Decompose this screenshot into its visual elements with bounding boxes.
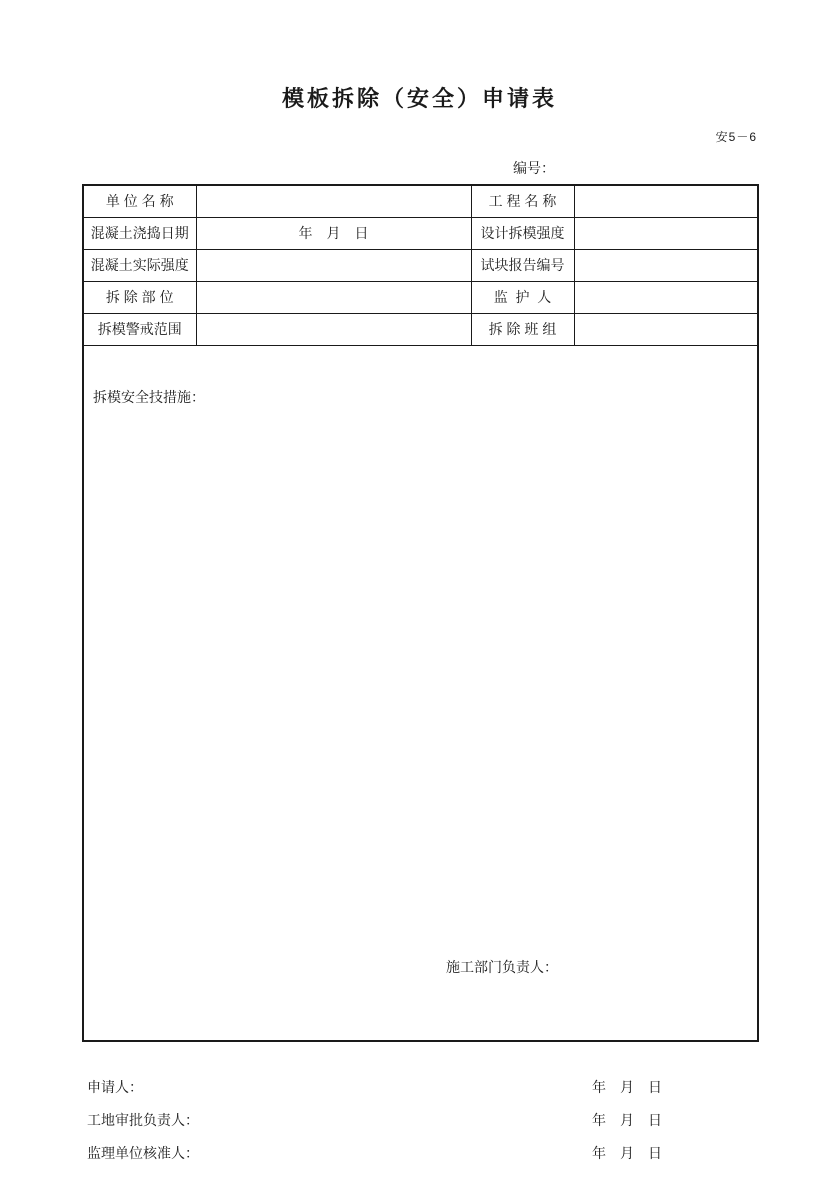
table-row: [83, 313, 758, 345]
signature-section: [82, 1071, 757, 1170]
supervision-unit-date: 年 月 日: [592, 1145, 662, 1161]
test-block-report-no-field[interactable]: [574, 249, 758, 281]
concrete-actual-strength-field[interactable]: [196, 249, 471, 281]
number-label: 编号：: [513, 160, 555, 176]
table-row: [83, 217, 758, 249]
concrete-pour-date-label: 混凝土浇捣日期: [83, 217, 196, 249]
document-content: [82, 0, 757, 1170]
removal-location-label: 拆 除 部 位: [83, 281, 196, 313]
table-row: [83, 281, 758, 313]
table-row: [83, 345, 758, 1041]
site-approver-label: 工地审批负责人：: [87, 1112, 199, 1128]
form-code: 安5－6: [715, 130, 757, 144]
supervision-unit-label: 监理单位核准人：: [87, 1145, 199, 1161]
applicant-label: 申请人：: [87, 1079, 143, 1095]
construction-dept-head-label: 施工部门负责人：: [446, 958, 558, 975]
unit-name-label: 单 位 名 称: [83, 185, 196, 217]
unit-name-field[interactable]: [196, 185, 471, 217]
safety-measures-label: 拆模安全技措施：: [93, 388, 205, 405]
supervision-unit-row: [82, 1137, 757, 1170]
page-title: 模板拆除（安全）申请表: [281, 86, 557, 111]
site-approver-date: 年 月 日: [592, 1112, 662, 1128]
design-strip-strength-label: 设计拆模强度: [471, 217, 574, 249]
site-approver-row: [82, 1104, 757, 1137]
supervisor-label: 监 护 人: [471, 281, 574, 313]
design-strip-strength-field[interactable]: [574, 217, 758, 249]
test-block-report-no-label: 试块报告编号: [471, 249, 574, 281]
removal-team-field[interactable]: [574, 313, 758, 345]
applicant-date: 年 月 日: [592, 1079, 662, 1095]
concrete-pour-date-field[interactable]: 年 月 日: [196, 217, 471, 249]
table-row: [83, 249, 758, 281]
supervisor-field[interactable]: [574, 281, 758, 313]
concrete-actual-strength-label: 混凝土实际强度: [83, 249, 196, 281]
warning-zone-field[interactable]: [196, 313, 471, 345]
project-name-label: 工 程 名 称: [471, 185, 574, 217]
safety-measures-area: [84, 378, 757, 1008]
removal-team-label: 拆 除 班 组: [471, 313, 574, 345]
project-name-field[interactable]: [574, 185, 758, 217]
safety-measures-field[interactable]: [83, 345, 758, 1041]
applicant-row: [82, 1071, 757, 1104]
removal-location-field[interactable]: [196, 281, 471, 313]
application-form-table: [82, 184, 759, 1042]
table-row: [83, 185, 758, 217]
warning-zone-label: 拆模警戒范围: [83, 313, 196, 345]
